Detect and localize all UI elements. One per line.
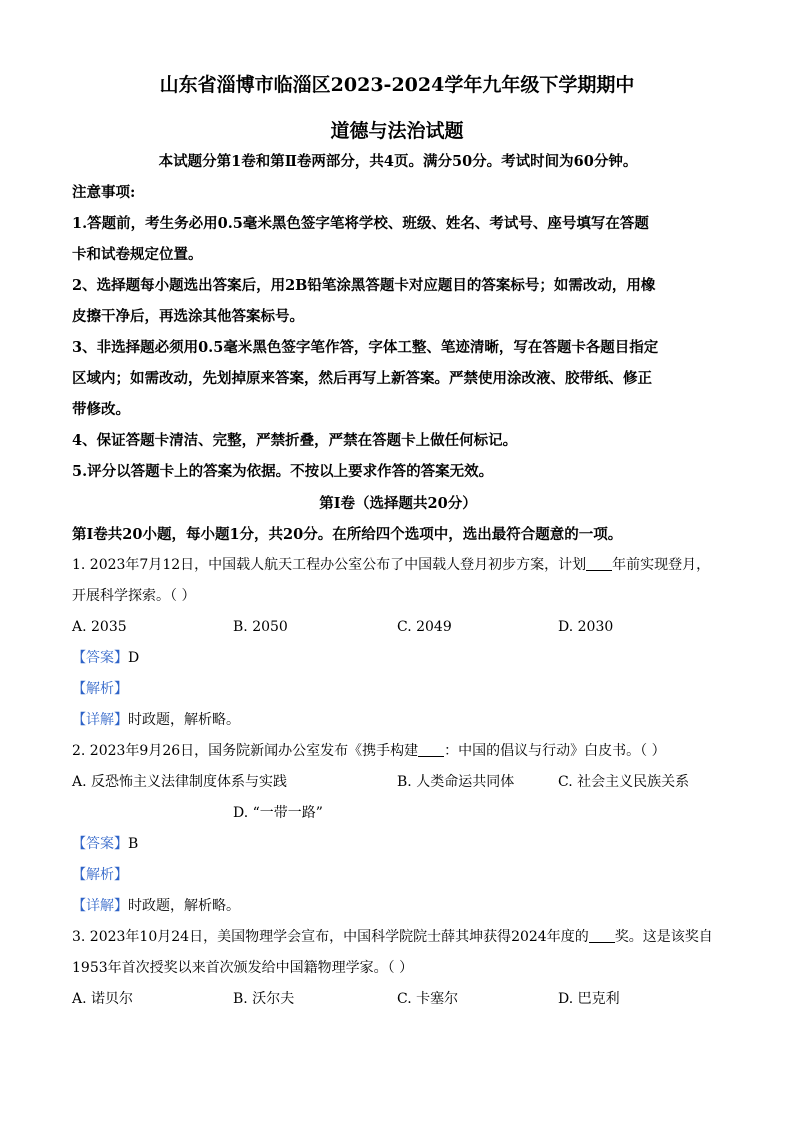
note-line: 5.评分以答题卡上的答案为依据。不按以上要求作答的答案无效。 (72, 463, 494, 480)
option-c: C. 卡塞尔 (397, 991, 459, 1007)
option-b: B. 沃尔夫 (233, 991, 295, 1007)
question-2-answer (72, 829, 724, 860)
analysis-tag: 【解析】 (72, 867, 128, 883)
section-title: 第Ⅰ卷（选择题共20分） (319, 495, 477, 512)
answer-blank (586, 556, 612, 571)
question-1-text-a: 1. 2023年7月12日，中国载人航天工程办公室公布了中国载人登月初步方案，计划 (72, 557, 587, 573)
title-line-2: 道德与法治试题 (330, 120, 464, 142)
option-d: D. 2030 (558, 619, 614, 635)
option-a: A. 诺贝尔 (72, 991, 134, 1007)
answer-blank (418, 742, 444, 757)
option-a: A. 2035 (72, 619, 127, 635)
question-3-text-a: 3. 2023年10月24日，美国物理学会宣布，中国科学院院士薛其坤获得2024年度的 (72, 929, 589, 945)
section-instruction: 第Ⅰ卷共20小题，每小题1分，共20分。在所给四个选项中，选出最符合题意的一项。 (72, 526, 623, 543)
detail-tag: 【详解】 (72, 712, 128, 728)
analysis-tag: 【解析】 (72, 681, 128, 697)
answer-value: D (128, 650, 140, 666)
note-line: 皮擦干净后，再选涂其他答案标号。 (72, 308, 304, 325)
option-b: B. 人类命运共同体 (397, 774, 515, 790)
answer-tag: 【答案】 (72, 836, 128, 852)
question-1-detail (72, 705, 724, 736)
question-2-text-b: ：中国的倡议与行动》白皮书。（ ） (444, 743, 666, 759)
exam-intro: 本试题分第1卷和第Ⅱ卷两部分，共4页。满分50分。考试时间为60分钟。 (158, 153, 638, 170)
question-1-stem (72, 550, 724, 581)
notes-heading: 注意事项: (72, 184, 136, 201)
answer-tag: 【答案】 (72, 650, 128, 666)
option-c: C. 2049 (397, 619, 452, 635)
note-line: 区域内；如需改动，先划掉原来答案，然后再写上新答案。严禁使用涂改液、胶带纸、修正 (72, 370, 652, 387)
question-2-stem (72, 736, 724, 767)
question-3-text-b: 奖。这是该奖自 (614, 929, 713, 945)
option-d: D. “一带一路” (233, 805, 323, 821)
detail-text: 时政题，解析略。 (128, 712, 240, 728)
question-3-stem (72, 922, 724, 953)
option-a: A. 反恐怖主义法律制度体系与实践 (72, 774, 288, 790)
note-line: 3、非选择题必须用0.5毫米黑色签字笔作答，字体工整、笔迹清晰，写在答题卡各题目指定 (72, 339, 659, 356)
title-line-1: 山东省淄博市临淄区2023-2024学年九年级下学期期中 (159, 74, 635, 96)
question-1-stem-line-2: 开展科学探索。（ ） (72, 588, 196, 604)
detail-text: 时政题，解析略。 (128, 898, 240, 914)
note-line: 4、保证答题卡清洁、完整，严禁折叠，严禁在答题卡上做任何标记。 (72, 432, 518, 449)
answer-value: B (128, 836, 139, 852)
question-1-answer (72, 643, 724, 674)
option-b: B. 2050 (233, 619, 288, 635)
question-3-stem-line-2: 1953年首次授奖以来首次颁发给中国籍物理学家。（ ） (72, 960, 414, 976)
question-2-text-a: 2. 2023年9月26日，国务院新闻办公室发布《携手构建 (72, 743, 419, 759)
note-line: 2、选择题每小题选出答案后，用2B铅笔涂黑答题卡对应题目的答案标号；如需改动，用橡 (72, 277, 656, 294)
detail-tag: 【详解】 (72, 898, 128, 914)
question-2-detail (72, 891, 724, 922)
answer-blank (589, 928, 615, 943)
option-c: C. 社会主义民族关系 (558, 774, 690, 790)
note-line: 带修改。 (72, 401, 130, 418)
note-line: 卡和试卷规定位置。 (72, 246, 203, 263)
question-1-text-b: 年前实现登月， (612, 557, 711, 573)
note-line: 1.答题前，考生务必用0.5毫米黑色签字笔将学校、班级、姓名、考试号、座号填写在答题 (72, 215, 649, 232)
option-d: D. 巴克利 (558, 991, 620, 1007)
